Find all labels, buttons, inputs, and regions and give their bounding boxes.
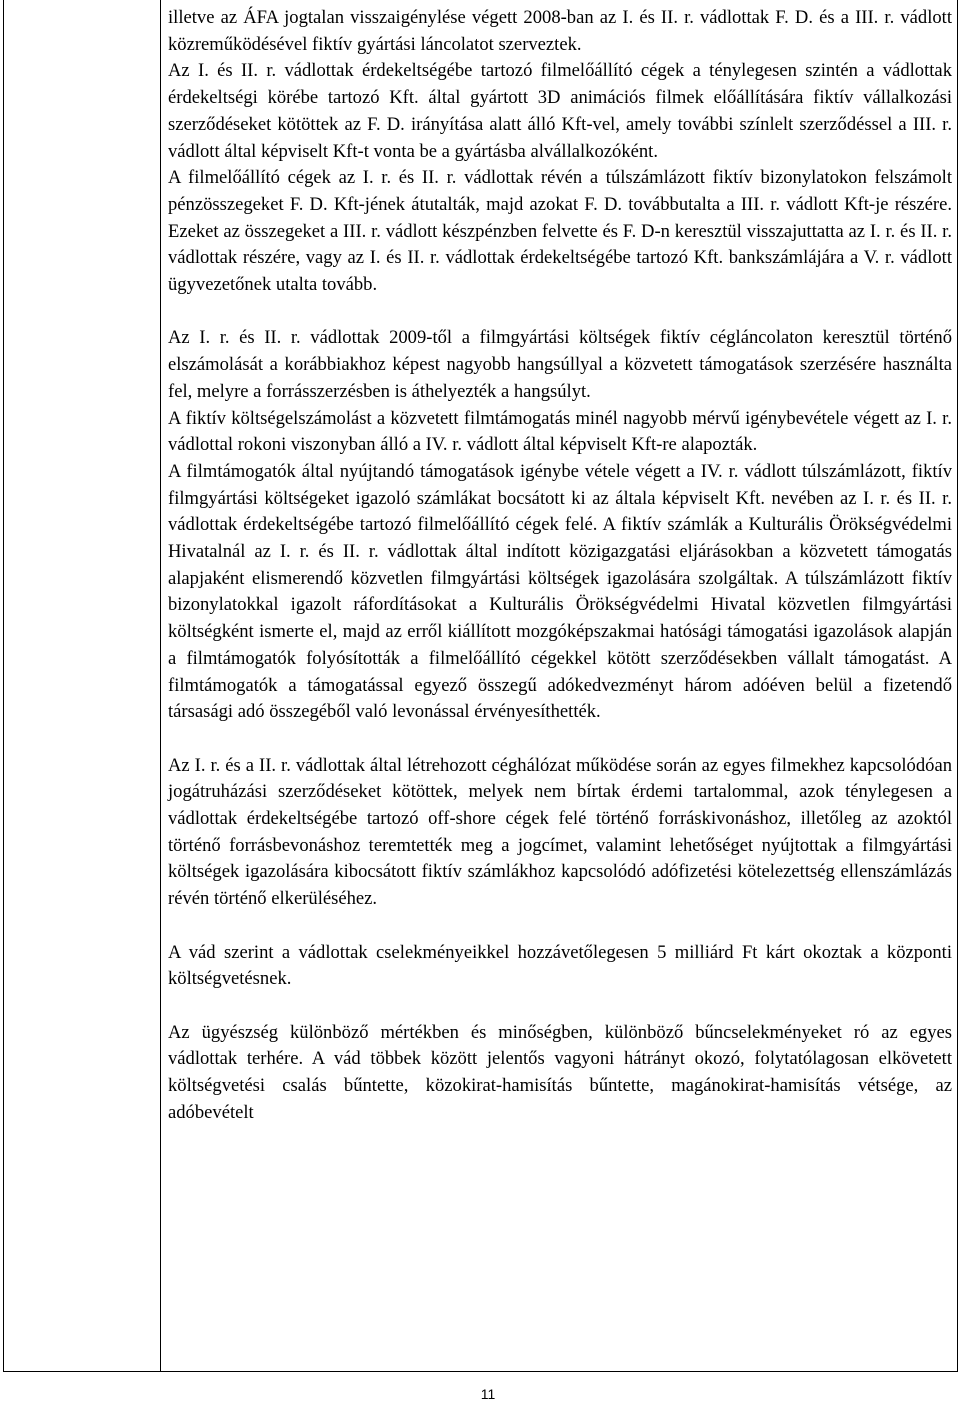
paragraph-7: Az I. r. és a II. r. vádlottak által létrehozott céghálózat működése során az egyes filmekhez kapcsolódóan jogátruházási szerződéseket kötöttek, melyek nem bírtak érdemi tartalommal, azok ténylegesen a vádlottak érdekeltségébe tartozó off-shore cégek felé történő forráskivonáshoz, illetőleg az azoktól történő forrásbevonáshoz teremtették meg a jogcímet, valamint lehetőséget nyújtottak a filmgyártási költségek igazolására kibocsátott fiktív számlákhoz kapcsolódó adófizetési kötelezettség ellenszámlázás révén történő elkerüléséhez.	[168, 754, 952, 910]
page-number: 11	[480, 1386, 496, 1402]
paragraph-8: A vád szerint a vádlottak cselekményeikkel hozzávetőlegesen 5 milliárd Ft kárt okoztak a központi költségvetésnek.	[168, 941, 952, 990]
paragraph-9: Az ügyészség különböző mértékben és minőségben, különböző bűncselekményeket ró az egyes vádlottak terhére. A vád többek között jelentős vagyoni hátrányt okozó, folytatólagosan elkövetett költségvetési csalás bűntette, közokirat-hamisítás bűntette, magánokirat-hamisítás vétsége, az adóbevételt	[168, 1021, 952, 1123]
paragraph-1: illetve az ÁFA jogtalan visszaigénylése végett 2008-ban az I. és II. r. vádlottak F. D. és a III. r. vádlott közreműködésével fiktív gyártási láncolatot szerveztek.	[168, 7, 952, 55]
paragraph-6: A filmtámogatók által nyújtandó támogatások igénybe vétele végett a IV. r. vádlott túlszámlázott, fiktív filmgyártási költségeket igazoló számlákat bocsátott ki az általa képviselt Kft. nevében az I. r. és II. r. vádlottak érdekeltségébe tartozó filmelőállító cégek felé. A fiktív számlák a Kulturális Örökségvédelmi Hivatalnál az I. r. és II. r. vádlottak által indított közigazgatási eljárásokban a közvetett támogatás alapjaként elismerendő közvetlen filmgyártási költségek igazolására szolgáltak. A túlszámlázott fiktív bizonylatokkal igazolt ráfordításokat a Kulturális Örökségvédelmi Hivatal közvetlen filmgyártási költségként ismerte el, majd az erről kiállított mozgóképszakmai hatósági támogatási igazolások alapján a filmtámogatók folyósították a filmelőállító cégekkel kötött szerződésekben vállalt támogatást. A filmtámogatók a támogatással egyező összegű adókedvezményt három adóéven belül a fizetendő társasági adó összegéből való levonással érvényesíthették.	[168, 460, 952, 723]
paragraph-5: A fiktív költségelszámolást a közvetett filmtámogatás minél nagyobb mérvű igénybevétele végett az I. r. vádlottal rokoni viszonyban álló a IV. r. vádlott által képviselt Kft-re alapozták.	[168, 407, 952, 456]
column-divider	[160, 0, 161, 1371]
paragraph-2: Az I. és II. r. vádlottak érdekeltségébe tartozó filmelőállító cégek a ténylegesen szintén a vádlottak érdekeltségi körébe tartozó Kft. által gyártott 3D animációs filmek előállítására fiktív vállalkozási szerződéseket kötöttek az F. D. irányítása alatt álló Kft-vel, amely további színlelt szerződéssel a III. r. vádlott által képviselt Kft-t vonta be a gyártásba alvállalkozóként.	[168, 60, 952, 162]
document-body	[168, 5, 952, 1126]
paragraph-4: Az I. r. és II. r. vádlottak 2009-től a filmgyártási költségek fiktív cégláncolaton keresztül történő elszámolását a korábbiakhoz képest nagyobb hangsúllyal a közvetett támogatások szerzésére használta fel, melyre a forrásszerzésben is áthelyezték a hangsúlyt.	[168, 327, 952, 402]
paragraph-3: A filmelőállító cégek az I. r. és II. r. vádlottak révén a túlszámlázott fiktív bizonylatokon felszámolt pénzösszegeket F. D. Kft-jének átutalták, majd azokat F. D. továbbutalta a III. r. vádlott Kft-je részére. Ezeket az összegeket a III. r. vádlott készpénzben felvette és F. D-n keresztül visszajuttatta az I. r. és II. r. vádlottak részére, vagy az I. és II. r. vádlottak érdekeltségébe tartozó Kft. bankszámlájára a V. r. vádlott ügyvezetőnek utalta tovább.	[168, 167, 952, 296]
